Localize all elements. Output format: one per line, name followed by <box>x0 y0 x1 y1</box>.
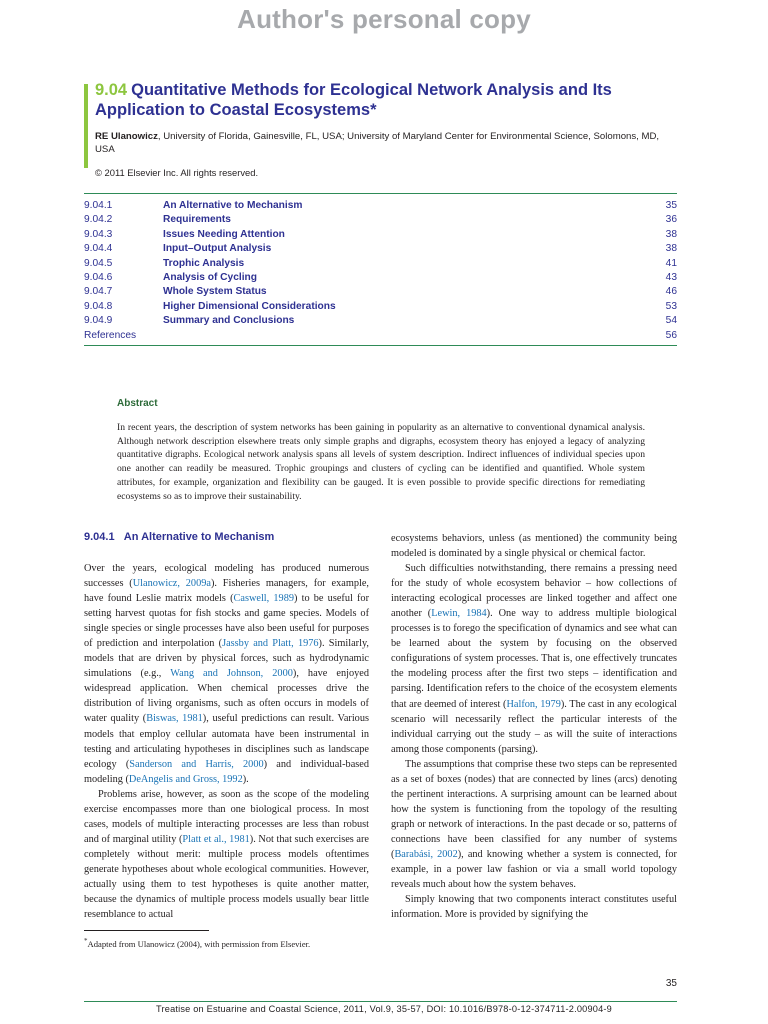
toc-title: Higher Dimensional Considerations <box>163 300 336 312</box>
section-heading <box>84 531 274 543</box>
toc-row[interactable] <box>84 228 677 242</box>
toc-number: 9.04.7 <box>84 286 113 298</box>
citation-link[interactable]: Halfon, 1979 <box>506 698 561 710</box>
toc-number: 9.04.5 <box>84 257 113 269</box>
toc-row[interactable] <box>84 314 677 328</box>
copyright: © 2011 Elsevier Inc. All rights reserved. <box>95 167 259 178</box>
toc-page: 54 <box>665 315 677 327</box>
paragraph: The assumptions that comprise these two steps can be represented as a set of boxes (nodes) that are connected by lines (arcs) denoting the pertinent interactions. A surprising amount can be learned about how the system is functioning from the topology of the resulting graph or network of interactions. In the past decade or so, patterns of connections have been classified for any number of systems (Barabási, 2002), and knowing whether a system is connected, for example, in a power law fashion or via a small world topology reveals much about how the system behaves. <box>391 758 677 891</box>
footer-rule <box>84 1001 677 1002</box>
toc-title: Analysis of Cycling <box>163 272 257 284</box>
toc-row[interactable] <box>84 300 677 314</box>
footnote <box>84 937 310 949</box>
abstract-heading: Abstract <box>117 398 158 409</box>
chapter-number: 9.04 <box>95 81 128 99</box>
citation-link[interactable]: DeAngelis and Gross, 1992 <box>128 773 243 785</box>
toc-title: Issues Needing Attention <box>163 228 285 240</box>
citation-link[interactable]: Sanderson and Harris, 2000 <box>129 758 264 770</box>
toc-row[interactable] <box>84 271 677 285</box>
toc-page: 46 <box>665 286 677 298</box>
toc-title: Summary and Conclusions <box>163 315 295 327</box>
page-number: 35 <box>665 978 677 989</box>
chapter-title <box>95 80 655 120</box>
toc-title: Trophic Analysis <box>163 257 245 269</box>
toc-number: 9.04.6 <box>84 272 113 284</box>
toc-row[interactable] <box>84 257 677 271</box>
toc-number: 9.04.8 <box>84 300 113 312</box>
citation-link[interactable]: Wang and Johnson, 2000 <box>170 668 293 680</box>
paragraph: Over the years, ecological modeling has produced numerous successes (Ulanowicz, 2009a). Fisheries managers, for example, have found Leslie matrix models (Caswell, 1989) to be useful for setting harvest quotas for fish stocks and game species. Models of single species or single processes have also been useful for purposes of prediction and interpolation (Jassby and Platt, 1976). Similarly, models that are driven by physical forces, such as hydrodynamic simulations (e.g., Wang and Johnson, 2000), have enjoyed widespread application. When chemical processes drive the distribution of living organisms, such as often occurs in models of water quality (Biswas, 1981), useful predictions can result. Various models that employ cellular automata have been instrumental in testing and articulating hypotheses in disciplines such as landscape ecology (Sanderson and Harris, 2000) and individual-based modeling (DeAngelis and Gross, 1992). <box>84 563 370 785</box>
left-column <box>84 561 369 922</box>
section-title: An Alternative to Mechanism <box>123 531 275 543</box>
abstract-text: In recent years, the description of system networks has been gaining in popularity as an alternative to conventional dynamical analysis. Although network description elsewhere treats only simple graphs and digraphs, ecosystem theory has enjoyed a legacy of analyzing quantitative digraphs. Ecological network analysis spans all levels of system description. Indirect influences of individual species upon one another can readily be measured. Trophic groupings and clusters of cycling can be identified and quantified. Whole system attributes, for example, organization and flexibility can be gauged. It is even possible to provide specific directions for remediating ecosystems so as to improve their sustainability. <box>117 422 645 502</box>
toc-page: 56 <box>665 329 677 341</box>
toc-row[interactable] <box>84 199 677 213</box>
toc-number: 9.04.9 <box>84 315 113 327</box>
toc-title: An Alternative to Mechanism <box>163 200 303 211</box>
toc-bottom-rule <box>84 345 677 346</box>
paragraph: ecosystems behaviors, unless (as mentioned) the community being modeled is dominated by a single physical or chemical factor. <box>391 533 677 560</box>
toc-page: 41 <box>665 257 677 269</box>
toc-title: Requirements <box>163 214 231 226</box>
footnote-rule <box>84 930 209 931</box>
toc-page: 43 <box>665 272 677 284</box>
toc-number: 9.04.3 <box>84 228 113 240</box>
toc-page: 36 <box>665 214 677 226</box>
author-line <box>95 130 660 156</box>
toc-top-rule <box>84 193 677 194</box>
footnote-mark: * <box>84 937 88 945</box>
chapter-title-text: Quantitative Methods for Ecological Network Analysis and Its Application to Coastal Ecosystems* <box>95 81 612 119</box>
citation-link[interactable]: Platt et al., 1981 <box>182 833 250 845</box>
toc-number: 9.04.1 <box>84 200 113 211</box>
citation-link[interactable]: Lewin, 1984 <box>431 608 487 620</box>
toc-page: 38 <box>665 228 677 240</box>
right-column <box>391 531 677 922</box>
citation-link[interactable]: Ulanowicz, 2009a <box>132 578 211 590</box>
toc-row[interactable] <box>84 285 677 299</box>
footer-citation: Treatise on Estuarine and Coastal Science, 2011, Vol.9, 35-57, DOI: 10.1016/B978-0-12-374711-2.00904-9 <box>156 1004 612 1014</box>
citation-link[interactable]: Jassby and Platt, 1976 <box>222 638 319 650</box>
toc-row[interactable] <box>84 213 677 227</box>
toc-title: Input–Output Analysis <box>163 243 272 255</box>
toc-title: Whole System Status <box>163 286 267 298</box>
citation-link[interactable]: Caswell, 1989 <box>233 593 295 605</box>
paragraph: Such difficulties notwithstanding, there remains a pressing need for the study of whole ecosystem behavior – how collections of interacting ecological processes are linked together and affect one another (Lewin, 1984). One way to address multiple biological processes is to forego the specification of dynamics and see what can be learned about the system by focusing on the observed configurations of system processes. That is, one effectively truncates the modeling process after the first two steps – identification and parsing. Identification refers to the choice of the ecosystem elements that are deemed of interest (Halfon, 1979). The cast in any ecological scenario will necessarily reflect the particular interests of the individual carrying out the study – as will the suite of interactions among those components (parsing). <box>391 563 677 755</box>
toc-number: References <box>84 329 137 341</box>
section-number: 9.04.1 <box>84 531 115 543</box>
chapter-accent-bar <box>84 84 88 168</box>
toc-page: 38 <box>665 243 677 255</box>
toc-page: 35 <box>665 200 677 211</box>
paragraph: Simply knowing that two components interact constitutes useful information. More is provided by signifying the <box>391 894 677 921</box>
table-of-contents <box>84 199 677 343</box>
author-affiliation: , University of Florida, Gainesville, FL, USA; University of Maryland Center for Environmental Science, Solomons, MD, USA <box>95 131 660 155</box>
author-name: RE Ulanowicz <box>95 131 158 142</box>
watermark: Author's personal copy <box>237 4 531 34</box>
toc-title <box>163 329 637 343</box>
toc-number: 9.04.4 <box>84 243 113 255</box>
toc-page: 53 <box>665 300 677 312</box>
toc-row[interactable] <box>84 329 677 343</box>
citation-link[interactable]: Biswas, 1981 <box>146 713 203 725</box>
toc-row[interactable] <box>84 242 677 256</box>
footnote-text: Adapted from Ulanowicz (2004), with permission from Elsevier. <box>87 938 311 949</box>
citation-link[interactable]: Barabási, 2002 <box>394 848 458 860</box>
paragraph: Problems arise, however, as soon as the scope of the modeling exercise encompasses more than one biological process. In most cases, models of multiple interacting processes are less than robust and of marginal utility (Platt et al., 1981). Not that such exercises are completely without merit: multiple process models oftentimes generate hypotheses about whole ecological communities. However, actually using them to test hypotheses is quite another matter, because the dynamics of multiple process models usually bear little resemblance to actual <box>84 788 369 921</box>
toc-number: 9.04.2 <box>84 214 113 226</box>
